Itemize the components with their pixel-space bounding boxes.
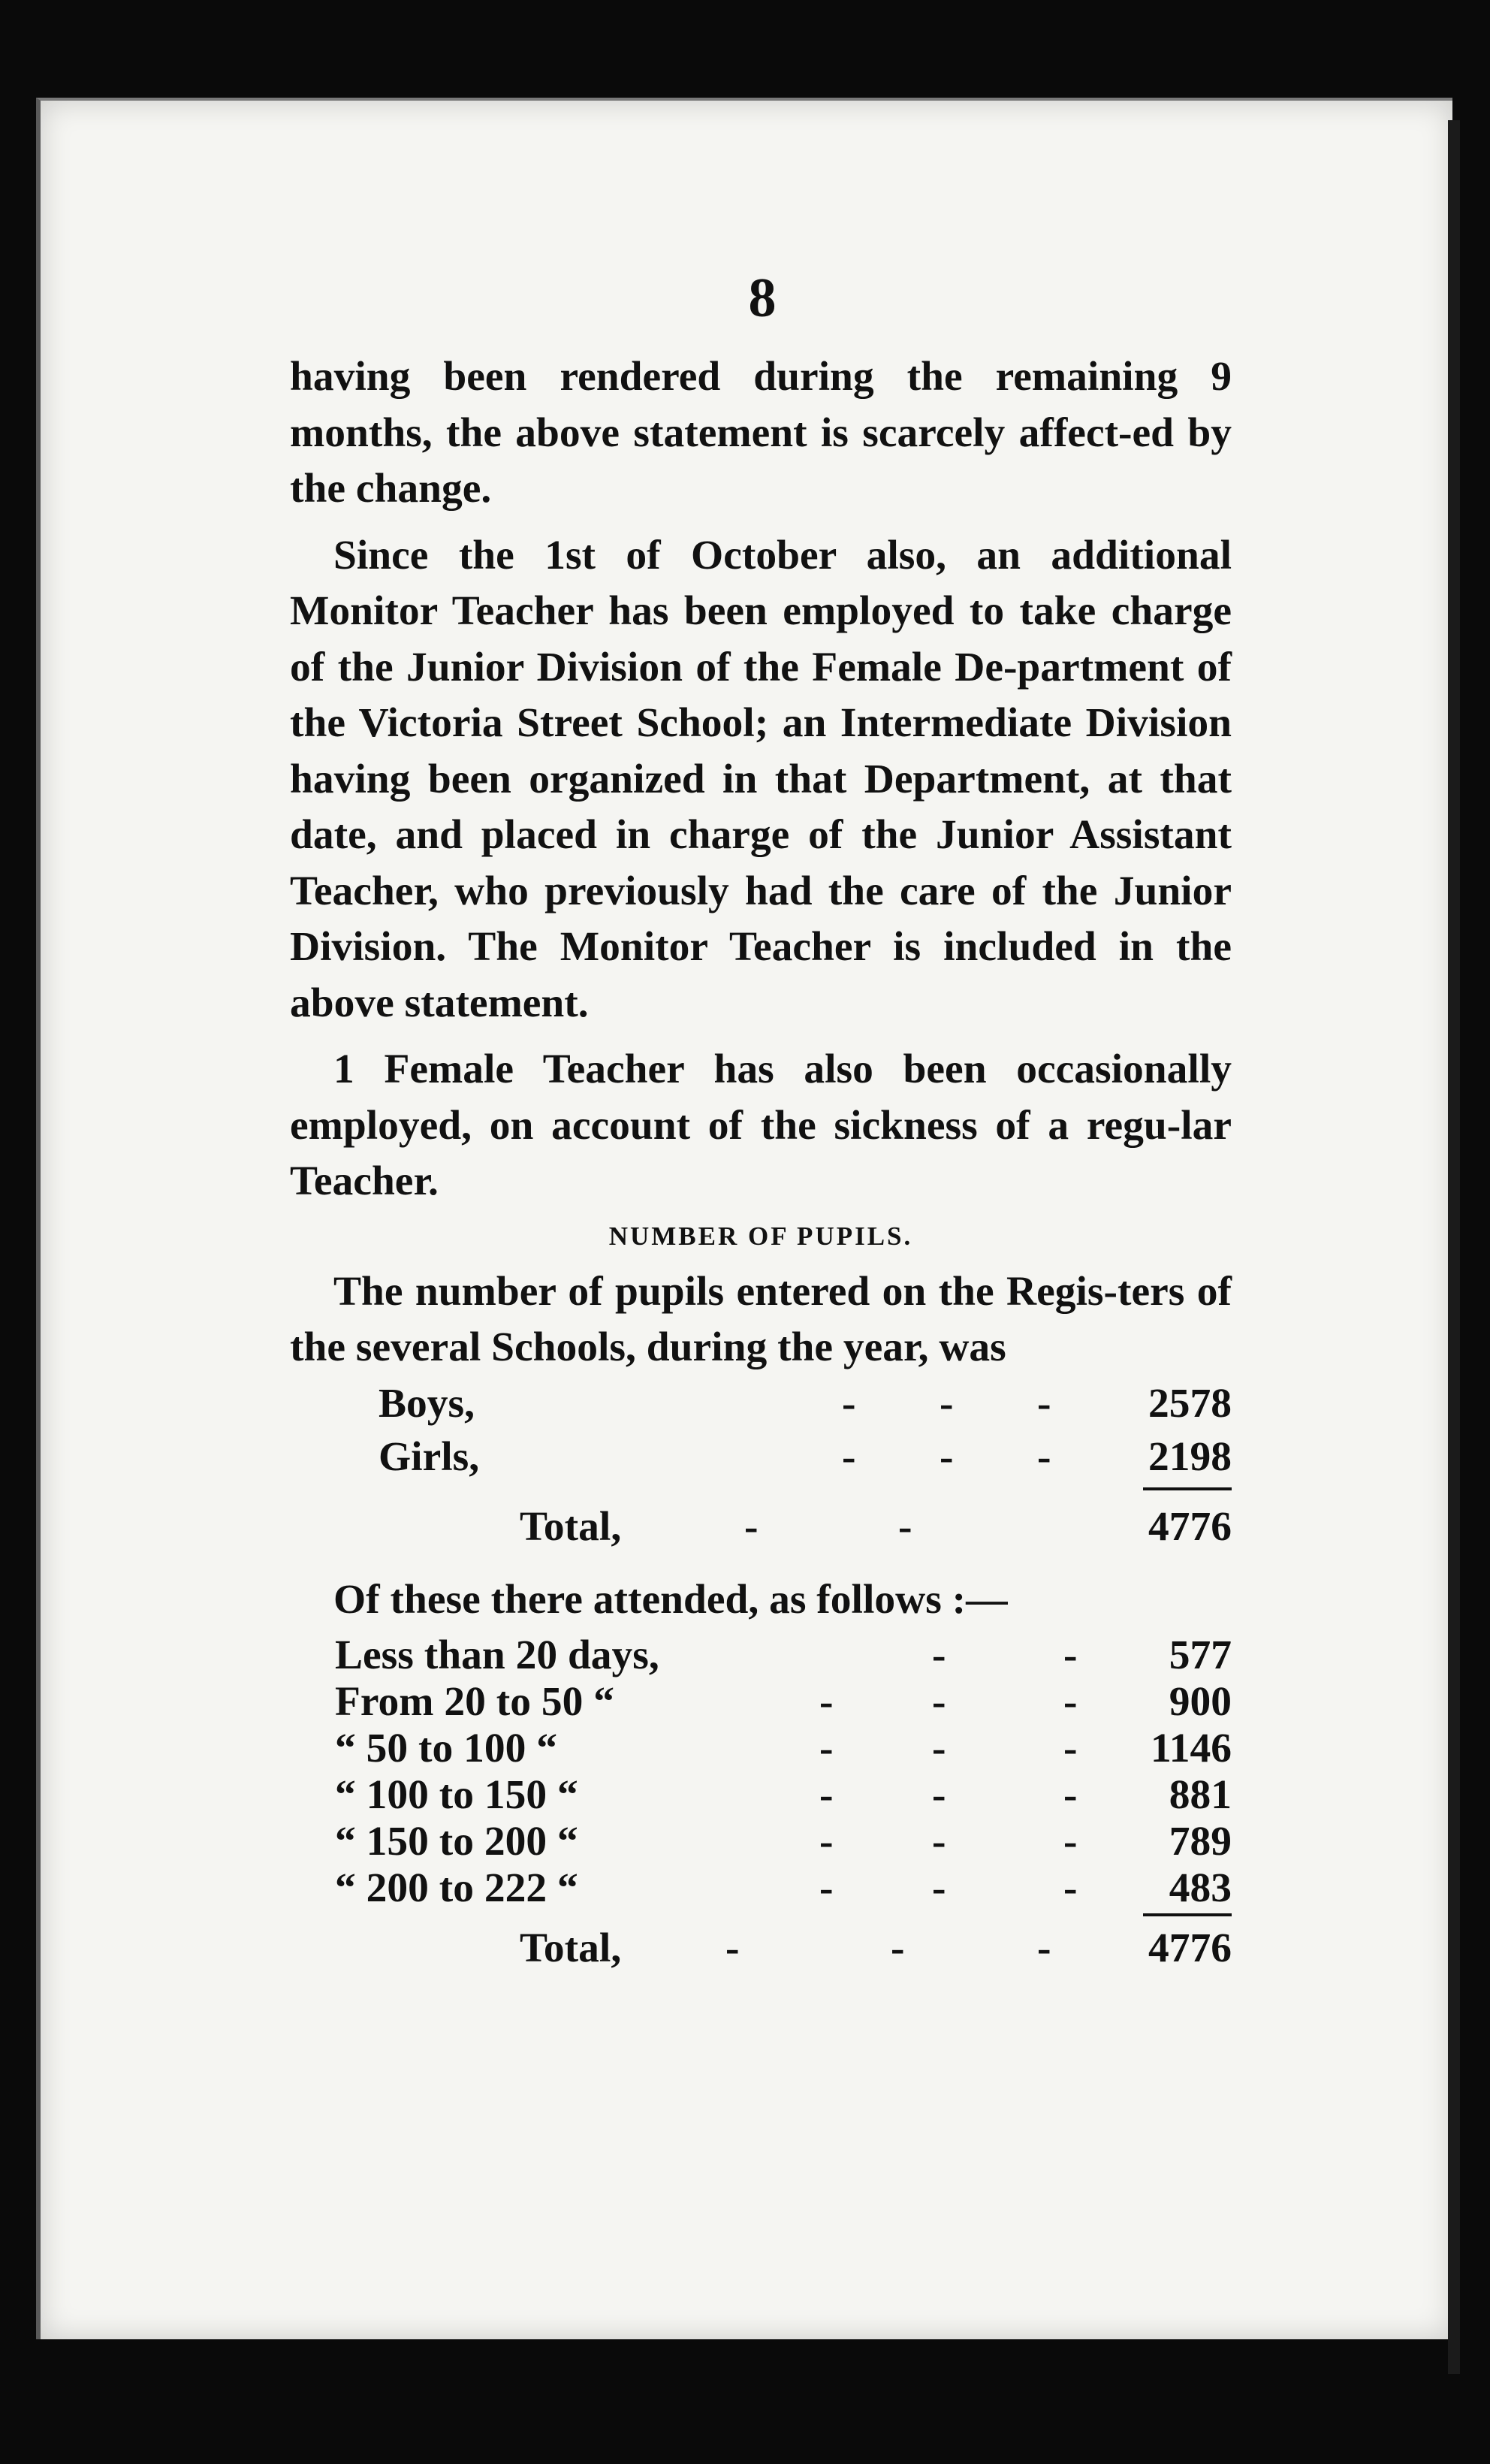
total-row [290, 1921, 1232, 1974]
table-row [290, 1430, 1232, 1483]
table-row [290, 1628, 1232, 1678]
leader-dash: - [819, 1679, 834, 1725]
section-heading: NUMBER OF PUPILS. [608, 1221, 913, 1251]
attendance-table [290, 1628, 1232, 1974]
total-label: Total, [520, 1925, 622, 1971]
row-label: “ 100 to 150 “ [335, 1772, 578, 1818]
row-label: Girls, [379, 1433, 480, 1480]
table-row [290, 1376, 1232, 1430]
leader-dash: - [940, 1433, 954, 1480]
leader-dash: - [932, 1865, 946, 1911]
paragraph-continued: having been rendered during the remaining 9 months, the above statement is scarcely affect-ed by the change. [290, 354, 1232, 512]
leader-dash: - [819, 1726, 834, 1771]
row-label: “ 150 to 200 “ [335, 1819, 578, 1865]
entered-table [290, 1376, 1232, 1553]
leader-dash: - [842, 1380, 856, 1427]
leader-dash: - [891, 1925, 905, 1971]
leader-dash: - [725, 1925, 740, 1971]
leader-dash: - [932, 1726, 946, 1771]
leader-dash: - [1063, 1865, 1078, 1911]
leader-dash: - [932, 1679, 946, 1725]
row-value: 900 [1169, 1679, 1232, 1725]
total-value: 4776 [1148, 1925, 1232, 1971]
leader-dash: - [1037, 1433, 1051, 1480]
row-label: Boys, [379, 1380, 475, 1427]
row-value: 2578 [1148, 1380, 1232, 1427]
row-value: 577 [1169, 1632, 1232, 1678]
paragraph-entered-intro: The number of pupils entered on the Regis-ters of the several Schools, during the year, was [290, 1268, 1232, 1370]
leader-dash: - [1063, 1772, 1078, 1818]
row-value: 1146 [1151, 1726, 1232, 1771]
leader-dash: - [932, 1819, 946, 1865]
page-text [290, 349, 1232, 1974]
leader-dash: - [744, 1503, 759, 1550]
row-value: 789 [1169, 1819, 1232, 1865]
total-value: 4776 [1148, 1503, 1232, 1550]
paragraph-female-teacher: 1 Female Teacher has also been occasionally employed, on account of the sickness of a regu-lar Teacher. [290, 1046, 1232, 1204]
paragraph-attendance-intro: Of these there attended, as follows :— [333, 1576, 1008, 1623]
row-value: 483 [1169, 1865, 1232, 1911]
table-row [290, 1861, 1232, 1911]
row-label: “ 50 to 100 “ [335, 1726, 557, 1771]
table-row [290, 1721, 1232, 1771]
book-spine [1448, 120, 1460, 2374]
page-number: 8 [748, 267, 777, 329]
table-row [290, 1814, 1232, 1865]
leader-dash: - [819, 1819, 834, 1865]
leader-dash: - [1063, 1726, 1078, 1771]
paragraph-monitor-teacher: Since the 1st of October also, an additional Monitor Teacher has been employed to take charge of the Junior Division of the Female De-partment of the Victoria Street School; an Intermediate Division having been organized in that Department, at that date, and placed in charge of the Junior Assistant Teacher, who previously had the care of the Junior Division. The Monitor Teacher is included in the above statement. [290, 532, 1232, 1026]
leader-dash: - [940, 1380, 954, 1427]
leader-dash: - [932, 1632, 946, 1678]
leader-dash: - [1063, 1632, 1078, 1678]
leader-dash: - [1037, 1380, 1051, 1427]
row-label: Less than 20 days, [335, 1632, 659, 1678]
leader-dash: - [1063, 1819, 1078, 1865]
row-value: 881 [1169, 1772, 1232, 1818]
leader-dash: - [1063, 1679, 1078, 1725]
sum-rule [1143, 1487, 1232, 1490]
leader-dash: - [819, 1772, 834, 1818]
total-row [290, 1499, 1232, 1553]
leader-dash: - [1037, 1925, 1051, 1971]
row-value: 2198 [1148, 1433, 1232, 1480]
row-label: “ 200 to 222 “ [335, 1865, 578, 1911]
leader-dash: - [842, 1433, 856, 1480]
row-label: From 20 to 50 “ [335, 1679, 614, 1725]
table-row [290, 1674, 1232, 1725]
leader-dash: - [819, 1865, 834, 1911]
leader-dash: - [932, 1772, 946, 1818]
leader-dash: - [898, 1503, 912, 1550]
table-row [290, 1768, 1232, 1818]
total-label: Total, [520, 1503, 622, 1550]
